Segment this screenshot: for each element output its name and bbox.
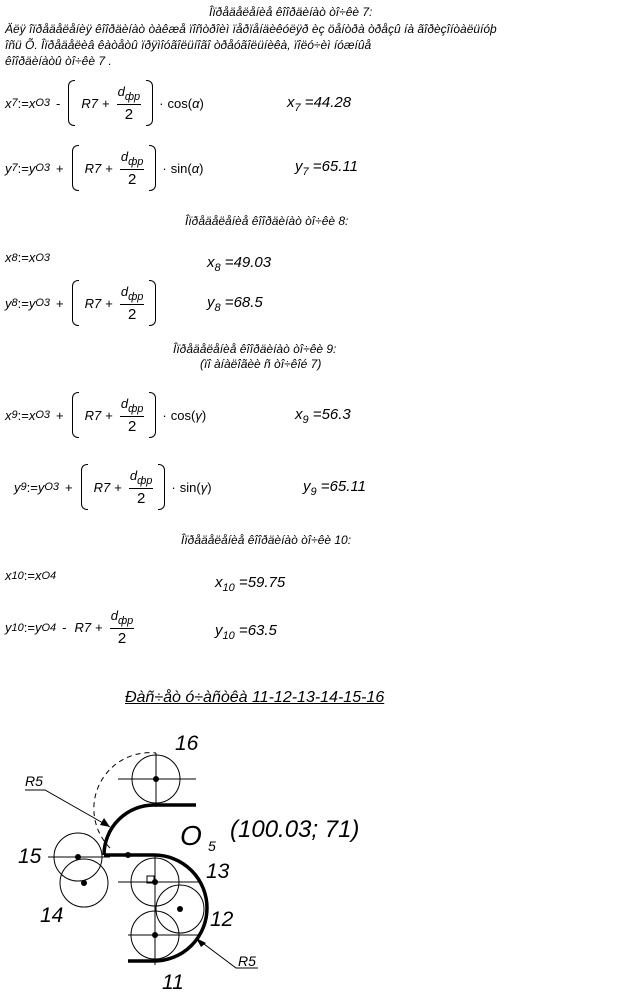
left-paren bbox=[68, 80, 75, 126]
paragraph-line: êîîðäèíàòû òî÷êè 7 . bbox=[5, 54, 112, 68]
label-o5: O bbox=[180, 820, 202, 851]
label-15: 15 bbox=[18, 845, 42, 868]
point9-subtitle: (ïî àíàëîãèè ñ òî÷êîé 7) bbox=[200, 357, 322, 371]
result-y7: $y_7 =65.11$ bbox=[295, 158, 358, 178]
geometry-drawing bbox=[0, 715, 420, 997]
result-x7: $x_7 =44.28$ bbox=[287, 94, 352, 114]
section-title: Ðàñ÷åò ó÷àñòêà 11-12-13-14-15-16 bbox=[125, 689, 385, 706]
formula-y9: y 9 := y O3 + R7 + $\frac{d_{фр}}{2}$ · sin ( γ ) bbox=[14, 464, 212, 510]
formula-x7: x 7 := x O3 - R7 + $\frac{d_{фр}}{2}$ · cos ( α ) bbox=[5, 80, 204, 126]
label-14: 14 bbox=[40, 904, 64, 927]
formula-y7: y 7 := y O3 + R7 + $\frac{d_{фр}}{2}$ · sin ( α ) bbox=[5, 145, 203, 191]
right-paren bbox=[146, 80, 153, 126]
paragraph-line: Äëÿ îïðåäåëåíèÿ êîîðäèíàò òàêæå ïîñòðîèì ïåðïåíäèêóëÿð èç öåíòðà òðåçû íà ãîðèçîíòàëüíóþ bbox=[5, 22, 497, 36]
formula-x10: x 10 := x O4 bbox=[5, 568, 57, 583]
point8-title: Îïðåäåëåíèå êîîðäèíàò òî÷êè 8: bbox=[185, 214, 349, 228]
result-y10: $y_{10} =63.5$ bbox=[215, 622, 277, 642]
label-r5-top: R5 bbox=[25, 773, 43, 789]
result-x8: $x_8 =49.03$ bbox=[207, 254, 272, 274]
formula-y8: y 8 := y O3 + R7 + $\frac{d_{фр}}{2}$ bbox=[5, 280, 158, 326]
result-x9: $x_9 =56.3$ bbox=[295, 406, 351, 426]
formula-y10: y 10 := y O4 - R7 + $\frac{d_{фр}}{2}$ bbox=[5, 608, 134, 647]
label-r5-bottom: R5 bbox=[238, 953, 256, 969]
paragraph-line: îñü Õ. Îïðåäåëèâ êàòåòû ïðÿìîóãîëüíîãî òðåóãîëüíèêà, ïîëó÷èì íóæíûå bbox=[5, 38, 372, 52]
point7-paragraph bbox=[5, 21, 497, 69]
label-o5-sub: 5 bbox=[208, 838, 216, 854]
label-16: 16 bbox=[175, 732, 199, 755]
result-y8: $y_8 =68.5$ bbox=[207, 294, 263, 314]
result-x10: $x_{10} =59.75$ bbox=[215, 574, 286, 594]
formula-x8: x 8 := x O3 bbox=[5, 250, 51, 265]
label-12: 12 bbox=[210, 908, 234, 931]
label-11: 11 bbox=[162, 971, 184, 994]
label-o5-coords: (100.03; 71) bbox=[230, 816, 360, 843]
point9-title: Îïðåäåëåíèå êîîðäèíàò òî÷êè 9: bbox=[173, 342, 337, 356]
result-y9: $y_9 =65.11$ bbox=[303, 478, 366, 498]
label-13: 13 bbox=[206, 860, 230, 883]
formula-x9: x 9 := x O3 + R7 + $\frac{d_{фр}}{2}$ · cos ( γ ) bbox=[5, 392, 206, 438]
point7-title: Îïðåäåëåíèå êîîðäèíàò òî÷êè 7: bbox=[209, 5, 373, 19]
point10-title: Îïðåäåëåíèå êîîðäèíàò òî÷êè 10: bbox=[181, 533, 352, 547]
